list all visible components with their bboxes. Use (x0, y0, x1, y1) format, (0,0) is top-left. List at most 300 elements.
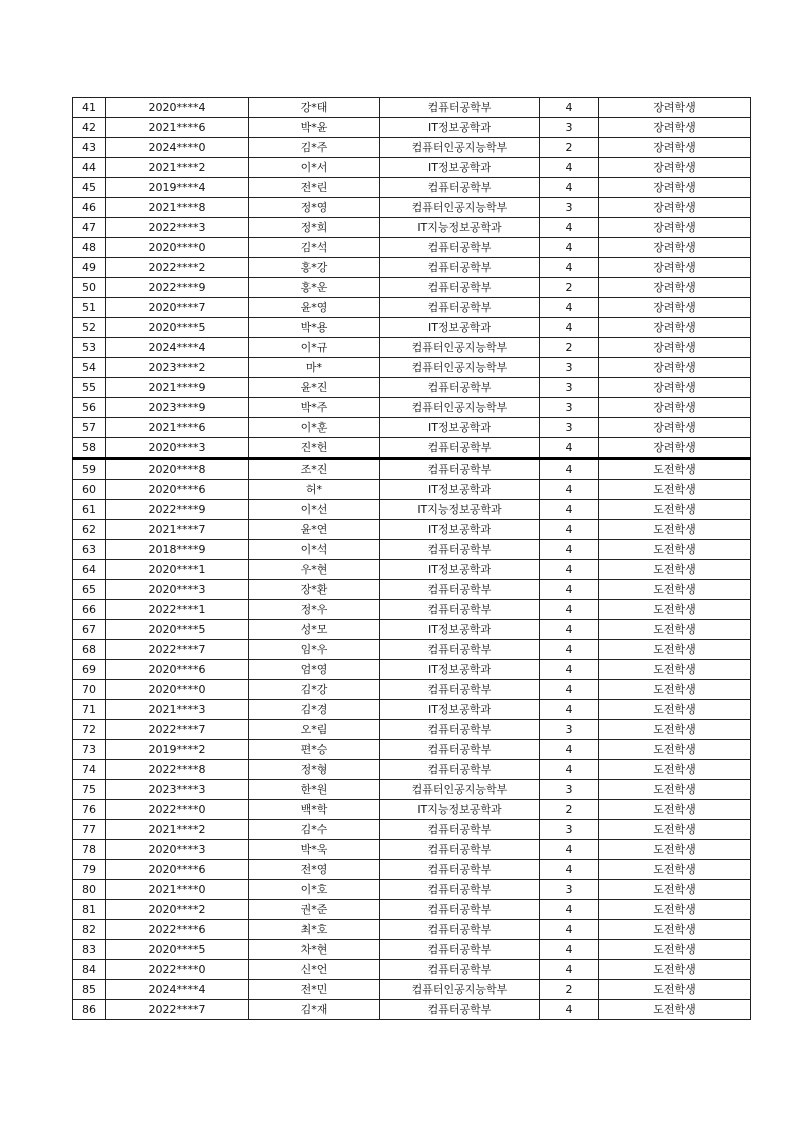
department-cell: IT정보공학과 (380, 118, 540, 138)
student-id-cell: 2024****4 (106, 980, 249, 1000)
category-cell: 도전학생 (599, 520, 751, 540)
row-number-cell: 61 (73, 500, 106, 520)
row-number-cell: 71 (73, 700, 106, 720)
student-name-cell: 이*석 (249, 540, 380, 560)
student-name-cell: 오*림 (249, 720, 380, 740)
student-name-cell: 이*서 (249, 158, 380, 178)
grade-cell: 4 (540, 760, 599, 780)
student-name-cell: 편*승 (249, 740, 380, 760)
student-name-cell: 성*모 (249, 620, 380, 640)
row-number-cell: 67 (73, 620, 106, 640)
grade-cell: 4 (540, 98, 599, 118)
student-name-cell: 정*형 (249, 760, 380, 780)
row-number-cell: 73 (73, 740, 106, 760)
student-name-cell: 신*언 (249, 960, 380, 980)
department-cell: IT정보공학과 (380, 520, 540, 540)
category-cell: 도전학생 (599, 600, 751, 620)
department-cell: 컴퓨터공학부 (380, 640, 540, 660)
category-cell: 장려학생 (599, 338, 751, 358)
row-number-cell: 55 (73, 378, 106, 398)
student-name-cell: 정*우 (249, 600, 380, 620)
table-row (73, 358, 751, 378)
grade-cell: 4 (540, 298, 599, 318)
department-cell: IT정보공학과 (380, 560, 540, 580)
table-row (73, 398, 751, 418)
grade-cell: 4 (540, 258, 599, 278)
row-number-cell: 75 (73, 780, 106, 800)
grade-cell: 4 (540, 560, 599, 580)
table-row (73, 118, 751, 138)
row-number-cell: 43 (73, 138, 106, 158)
student-name-cell: 김*재 (249, 1000, 380, 1020)
student-name-cell: 홍*운 (249, 278, 380, 298)
student-id-cell: 2024****4 (106, 338, 249, 358)
student-id-cell: 2021****2 (106, 820, 249, 840)
student-name-cell: 최*호 (249, 920, 380, 940)
row-number-cell: 77 (73, 820, 106, 840)
row-number-cell: 52 (73, 318, 106, 338)
grade-cell: 4 (540, 218, 599, 238)
student-name-cell: 이*선 (249, 500, 380, 520)
student-id-cell: 2019****2 (106, 740, 249, 760)
category-cell: 장려학생 (599, 238, 751, 258)
category-cell: 도전학생 (599, 540, 751, 560)
student-name-cell: 윤*연 (249, 520, 380, 540)
row-number-cell: 59 (73, 459, 106, 480)
row-number-cell: 81 (73, 900, 106, 920)
student-id-cell: 2021****0 (106, 880, 249, 900)
table-row (73, 438, 751, 459)
student-id-cell: 2022****7 (106, 720, 249, 740)
department-cell: 컴퓨터공학부 (380, 178, 540, 198)
table-row (73, 780, 751, 800)
grade-cell: 3 (540, 880, 599, 900)
grade-cell: 4 (540, 840, 599, 860)
student-id-cell: 2020****8 (106, 459, 249, 480)
table-row (73, 580, 751, 600)
student-name-cell: 정*영 (249, 198, 380, 218)
department-cell: 컴퓨터공학부 (380, 580, 540, 600)
student-id-cell: 2021****2 (106, 158, 249, 178)
row-number-cell: 58 (73, 438, 106, 459)
table-row (73, 318, 751, 338)
student-id-cell: 2020****1 (106, 560, 249, 580)
department-cell: IT정보공학과 (380, 158, 540, 178)
table-row (73, 378, 751, 398)
student-id-cell: 2022****2 (106, 258, 249, 278)
row-number-cell: 41 (73, 98, 106, 118)
student-name-cell: 김*강 (249, 680, 380, 700)
category-cell: 도전학생 (599, 860, 751, 880)
category-cell: 장려학생 (599, 138, 751, 158)
student-name-cell: 우*현 (249, 560, 380, 580)
category-cell: 도전학생 (599, 840, 751, 860)
grade-cell: 4 (540, 640, 599, 660)
student-id-cell: 2020****4 (106, 98, 249, 118)
table-row (73, 560, 751, 580)
category-cell: 장려학생 (599, 98, 751, 118)
table-row (73, 740, 751, 760)
grade-cell: 2 (540, 278, 599, 298)
table-row (73, 1000, 751, 1020)
student-id-cell: 2020****6 (106, 660, 249, 680)
student-id-cell: 2021****8 (106, 198, 249, 218)
department-cell: 컴퓨터공학부 (380, 98, 540, 118)
department-cell: IT정보공학과 (380, 418, 540, 438)
department-cell: 컴퓨터공학부 (380, 540, 540, 560)
table-row (73, 540, 751, 560)
row-number-cell: 68 (73, 640, 106, 660)
table-row (73, 98, 751, 118)
student-name-cell: 김*수 (249, 820, 380, 840)
department-cell: 컴퓨터공학부 (380, 298, 540, 318)
table-row (73, 860, 751, 880)
student-name-cell: 홍*강 (249, 258, 380, 278)
student-name-cell: 박*주 (249, 398, 380, 418)
student-id-cell: 2018****9 (106, 540, 249, 560)
row-number-cell: 86 (73, 1000, 106, 1020)
category-cell: 도전학생 (599, 700, 751, 720)
department-cell: 컴퓨터공학부 (380, 960, 540, 980)
student-id-cell: 2020****6 (106, 860, 249, 880)
table-row (73, 720, 751, 740)
student-id-cell: 2021****3 (106, 700, 249, 720)
row-number-cell: 46 (73, 198, 106, 218)
category-cell: 도전학생 (599, 500, 751, 520)
student-id-cell: 2022****6 (106, 920, 249, 940)
grade-cell: 4 (540, 660, 599, 680)
grade-cell: 2 (540, 338, 599, 358)
category-cell: 도전학생 (599, 820, 751, 840)
row-number-cell: 80 (73, 880, 106, 900)
category-cell: 도전학생 (599, 800, 751, 820)
table-row (73, 660, 751, 680)
row-number-cell: 76 (73, 800, 106, 820)
grade-cell: 4 (540, 920, 599, 940)
table-row (73, 640, 751, 660)
student-id-cell: 2020****2 (106, 900, 249, 920)
student-id-cell: 2023****9 (106, 398, 249, 418)
category-cell: 도전학생 (599, 900, 751, 920)
department-cell: 컴퓨터공학부 (380, 860, 540, 880)
grade-cell: 4 (540, 500, 599, 520)
student-id-cell: 2022****9 (106, 500, 249, 520)
table-row (73, 459, 751, 480)
category-cell: 장려학생 (599, 378, 751, 398)
table-row (73, 960, 751, 980)
grade-cell: 4 (540, 459, 599, 480)
department-cell: 컴퓨터인공지능학부 (380, 358, 540, 378)
category-cell: 도전학생 (599, 459, 751, 480)
category-cell: 도전학생 (599, 560, 751, 580)
student-name-cell: 전*민 (249, 980, 380, 1000)
category-cell: 장려학생 (599, 398, 751, 418)
grade-cell: 4 (540, 940, 599, 960)
grade-cell: 3 (540, 198, 599, 218)
student-id-cell: 2020****7 (106, 298, 249, 318)
table-row (73, 480, 751, 500)
department-cell: 컴퓨터공학부 (380, 940, 540, 960)
category-cell: 도전학생 (599, 620, 751, 640)
grade-cell: 3 (540, 378, 599, 398)
student-name-cell: 차*현 (249, 940, 380, 960)
student-id-cell: 2021****7 (106, 520, 249, 540)
category-cell: 도전학생 (599, 580, 751, 600)
category-cell: 장려학생 (599, 438, 751, 459)
row-number-cell: 72 (73, 720, 106, 740)
row-number-cell: 53 (73, 338, 106, 358)
student-id-cell: 2022****7 (106, 1000, 249, 1020)
grade-cell: 2 (540, 138, 599, 158)
category-cell: 장려학생 (599, 278, 751, 298)
student-id-cell: 2020****5 (106, 620, 249, 640)
table-body (73, 98, 751, 1020)
row-number-cell: 44 (73, 158, 106, 178)
student-name-cell: 엄*영 (249, 660, 380, 680)
table-row (73, 920, 751, 940)
department-cell: 컴퓨터공학부 (380, 378, 540, 398)
student-name-cell: 윤*진 (249, 378, 380, 398)
student-id-cell: 2022****0 (106, 960, 249, 980)
student-id-cell: 2022****7 (106, 640, 249, 660)
scholarship-table (72, 97, 751, 1020)
grade-cell: 3 (540, 398, 599, 418)
student-id-cell: 2021****9 (106, 378, 249, 398)
department-cell: 컴퓨터공학부 (380, 900, 540, 920)
student-name-cell: 조*진 (249, 459, 380, 480)
row-number-cell: 69 (73, 660, 106, 680)
category-cell: 장려학생 (599, 358, 751, 378)
department-cell: IT정보공학과 (380, 318, 540, 338)
student-name-cell: 허* (249, 480, 380, 500)
department-cell: 컴퓨터공학부 (380, 459, 540, 480)
grade-cell: 4 (540, 178, 599, 198)
student-id-cell: 2022****3 (106, 218, 249, 238)
row-number-cell: 63 (73, 540, 106, 560)
student-name-cell: 이*규 (249, 338, 380, 358)
row-number-cell: 65 (73, 580, 106, 600)
student-id-cell: 2020****3 (106, 580, 249, 600)
grade-cell: 4 (540, 580, 599, 600)
student-id-cell: 2020****3 (106, 438, 249, 459)
category-cell: 도전학생 (599, 940, 751, 960)
category-cell: 도전학생 (599, 880, 751, 900)
table-row (73, 620, 751, 640)
row-number-cell: 47 (73, 218, 106, 238)
table-row (73, 680, 751, 700)
student-name-cell: 마* (249, 358, 380, 378)
table-row (73, 600, 751, 620)
grade-cell: 4 (540, 540, 599, 560)
student-name-cell: 박*윤 (249, 118, 380, 138)
student-name-cell: 김*경 (249, 700, 380, 720)
student-id-cell: 2020****3 (106, 840, 249, 860)
row-number-cell: 51 (73, 298, 106, 318)
department-cell: 컴퓨터인공지능학부 (380, 780, 540, 800)
student-name-cell: 박*욱 (249, 840, 380, 860)
student-name-cell: 강*태 (249, 98, 380, 118)
department-cell: IT정보공학과 (380, 660, 540, 680)
category-cell: 도전학생 (599, 960, 751, 980)
student-name-cell: 김*석 (249, 238, 380, 258)
category-cell: 도전학생 (599, 660, 751, 680)
department-cell: 컴퓨터공학부 (380, 278, 540, 298)
category-cell: 장려학생 (599, 298, 751, 318)
grade-cell: 4 (540, 700, 599, 720)
grade-cell: 3 (540, 820, 599, 840)
category-cell: 장려학생 (599, 218, 751, 238)
department-cell: 컴퓨터공학부 (380, 600, 540, 620)
table-row (73, 298, 751, 318)
department-cell: 컴퓨터인공지능학부 (380, 398, 540, 418)
student-id-cell: 2020****6 (106, 480, 249, 500)
row-number-cell: 79 (73, 860, 106, 880)
grade-cell: 3 (540, 720, 599, 740)
department-cell: 컴퓨터공학부 (380, 720, 540, 740)
grade-cell: 4 (540, 1000, 599, 1020)
table-row (73, 900, 751, 920)
student-name-cell: 전*린 (249, 178, 380, 198)
category-cell: 도전학생 (599, 480, 751, 500)
grade-cell: 4 (540, 520, 599, 540)
department-cell: IT지능정보공학과 (380, 500, 540, 520)
category-cell: 도전학생 (599, 640, 751, 660)
grade-cell: 4 (540, 740, 599, 760)
grade-cell: 4 (540, 238, 599, 258)
department-cell: IT정보공학과 (380, 700, 540, 720)
department-cell: 컴퓨터인공지능학부 (380, 138, 540, 158)
grade-cell: 3 (540, 780, 599, 800)
category-cell: 도전학생 (599, 920, 751, 940)
student-name-cell: 권*준 (249, 900, 380, 920)
row-number-cell: 57 (73, 418, 106, 438)
department-cell: 컴퓨터인공지능학부 (380, 980, 540, 1000)
department-cell: 컴퓨터인공지능학부 (380, 338, 540, 358)
table-row (73, 700, 751, 720)
table-row (73, 800, 751, 820)
table-row (73, 500, 751, 520)
grade-cell: 4 (540, 960, 599, 980)
department-cell: 컴퓨터공학부 (380, 920, 540, 940)
table-row (73, 198, 751, 218)
grade-cell: 4 (540, 860, 599, 880)
row-number-cell: 78 (73, 840, 106, 860)
student-name-cell: 윤*영 (249, 298, 380, 318)
student-id-cell: 2020****5 (106, 318, 249, 338)
grade-cell: 4 (540, 680, 599, 700)
student-id-cell: 2024****0 (106, 138, 249, 158)
category-cell: 도전학생 (599, 1000, 751, 1020)
table-row (73, 178, 751, 198)
category-cell: 장려학생 (599, 178, 751, 198)
row-number-cell: 45 (73, 178, 106, 198)
grade-cell: 4 (540, 158, 599, 178)
grade-cell: 4 (540, 900, 599, 920)
department-cell: IT정보공학과 (380, 480, 540, 500)
grade-cell: 4 (540, 318, 599, 338)
grade-cell: 3 (540, 418, 599, 438)
grade-cell: 4 (540, 620, 599, 640)
row-number-cell: 84 (73, 960, 106, 980)
student-name-cell: 김*주 (249, 138, 380, 158)
department-cell: 컴퓨터공학부 (380, 438, 540, 459)
grade-cell: 2 (540, 800, 599, 820)
row-number-cell: 60 (73, 480, 106, 500)
student-name-cell: 백*학 (249, 800, 380, 820)
student-name-cell: 진*헌 (249, 438, 380, 459)
student-id-cell: 2022****8 (106, 760, 249, 780)
grade-cell: 2 (540, 980, 599, 1000)
row-number-cell: 66 (73, 600, 106, 620)
grade-cell: 3 (540, 118, 599, 138)
row-number-cell: 83 (73, 940, 106, 960)
category-cell: 장려학생 (599, 318, 751, 338)
row-number-cell: 56 (73, 398, 106, 418)
grade-cell: 4 (540, 438, 599, 459)
category-cell: 도전학생 (599, 680, 751, 700)
table-row (73, 218, 751, 238)
table-row (73, 418, 751, 438)
category-cell: 도전학생 (599, 740, 751, 760)
row-number-cell: 82 (73, 920, 106, 940)
table-row (73, 980, 751, 1000)
student-name-cell: 전*영 (249, 860, 380, 880)
student-name-cell: 정*희 (249, 218, 380, 238)
table-row (73, 880, 751, 900)
table-row (73, 238, 751, 258)
table-row (73, 158, 751, 178)
student-id-cell: 2023****2 (106, 358, 249, 378)
department-cell: 컴퓨터공학부 (380, 238, 540, 258)
category-cell: 도전학생 (599, 980, 751, 1000)
department-cell: 컴퓨터공학부 (380, 680, 540, 700)
table-row (73, 940, 751, 960)
department-cell: 컴퓨터공학부 (380, 740, 540, 760)
row-number-cell: 49 (73, 258, 106, 278)
table-row (73, 820, 751, 840)
department-cell: 컴퓨터공학부 (380, 840, 540, 860)
category-cell: 장려학생 (599, 198, 751, 218)
row-number-cell: 70 (73, 680, 106, 700)
student-id-cell: 2023****3 (106, 780, 249, 800)
student-name-cell: 장*환 (249, 580, 380, 600)
table-row (73, 338, 751, 358)
department-cell: 컴퓨터공학부 (380, 760, 540, 780)
student-name-cell: 박*용 (249, 318, 380, 338)
row-number-cell: 62 (73, 520, 106, 540)
student-id-cell: 2020****0 (106, 238, 249, 258)
table-row (73, 138, 751, 158)
table-row (73, 760, 751, 780)
student-id-cell: 2020****0 (106, 680, 249, 700)
student-id-cell: 2020****5 (106, 940, 249, 960)
table-row (73, 258, 751, 278)
student-name-cell: 이*호 (249, 880, 380, 900)
student-name-cell: 임*우 (249, 640, 380, 660)
row-number-cell: 42 (73, 118, 106, 138)
category-cell: 장려학생 (599, 418, 751, 438)
department-cell: 컴퓨터공학부 (380, 820, 540, 840)
category-cell: 도전학생 (599, 780, 751, 800)
department-cell: 컴퓨터인공지능학부 (380, 198, 540, 218)
category-cell: 장려학생 (599, 258, 751, 278)
department-cell: IT지능정보공학과 (380, 800, 540, 820)
student-name-cell: 이*훈 (249, 418, 380, 438)
category-cell: 도전학생 (599, 720, 751, 740)
category-cell: 장려학생 (599, 118, 751, 138)
row-number-cell: 64 (73, 560, 106, 580)
department-cell: 컴퓨터공학부 (380, 1000, 540, 1020)
